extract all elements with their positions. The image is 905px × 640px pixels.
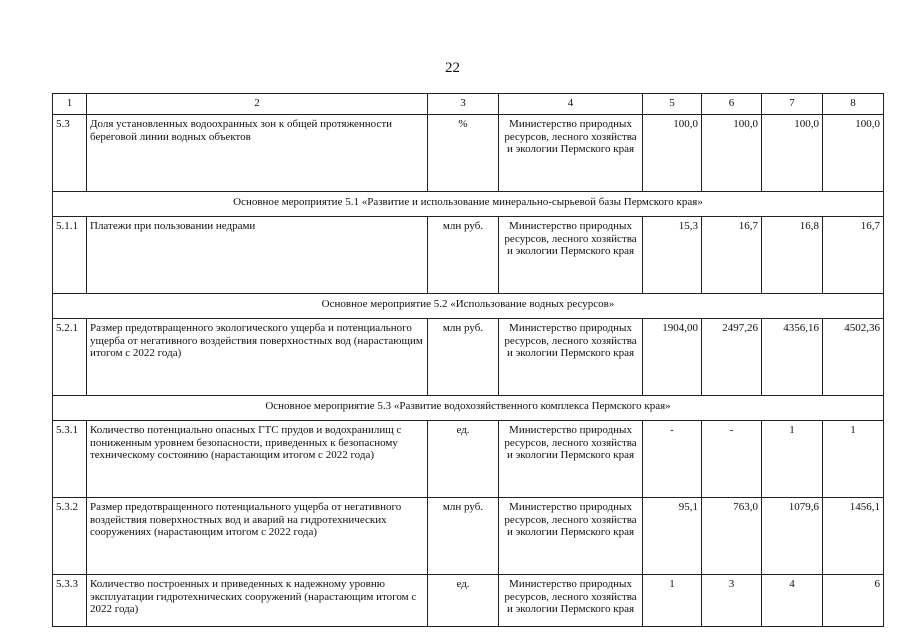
table-row [53, 498, 884, 575]
indicator-unit: % [428, 115, 499, 192]
responsible-org: Министерство природных ресурсов, лесного хозяйства и экологии Пермского края [499, 575, 643, 627]
value-col-5: 100,0 [643, 115, 702, 192]
indicator-unit: млн руб. [428, 319, 499, 396]
value-col-6: 16,7 [702, 217, 762, 294]
value-col-6: 3 [702, 575, 762, 627]
column-header: 2 [87, 94, 428, 115]
section-row [53, 396, 884, 421]
value-col-7: 1 [762, 421, 823, 498]
indicator-number: 5.3.1 [53, 421, 87, 498]
value-col-5: 1904,00 [643, 319, 702, 396]
section-title: Основное мероприятие 5.2 «Использование водных ресурсов» [53, 294, 884, 319]
responsible-org: Министерство природных ресурсов, лесного хозяйства и экологии Пермского края [499, 217, 643, 294]
indicator-number: 5.2.1 [53, 319, 87, 396]
indicator-number: 5.3.3 [53, 575, 87, 627]
responsible-org: Министерство природных ресурсов, лесного хозяйства и экологии Пермского края [499, 421, 643, 498]
value-col-8: 6 [823, 575, 884, 627]
value-col-5: 1 [643, 575, 702, 627]
table-row [53, 421, 884, 498]
value-col-7: 16,8 [762, 217, 823, 294]
column-header: 3 [428, 94, 499, 115]
value-col-5: 15,3 [643, 217, 702, 294]
responsible-org: Министерство природных ресурсов, лесного хозяйства и экологии Пермского края [499, 115, 643, 192]
value-col-7: 4356,16 [762, 319, 823, 396]
value-col-6: - [702, 421, 762, 498]
indicator-name: Платежи при пользовании недрами [87, 217, 428, 294]
column-number-header-row [53, 94, 884, 115]
indicators-table [52, 93, 884, 627]
value-col-7: 1079,6 [762, 498, 823, 575]
value-col-6: 2497,26 [702, 319, 762, 396]
section-row [53, 294, 884, 319]
column-header: 5 [643, 94, 702, 115]
table-row [53, 575, 884, 627]
section-row [53, 192, 884, 217]
column-header: 8 [823, 94, 884, 115]
table-row [53, 217, 884, 294]
column-header: 7 [762, 94, 823, 115]
value-col-8: 16,7 [823, 217, 884, 294]
indicator-name: Размер предотвращенного потенциального ущерба от негативного воздействия поверхностных вод и аварий на гидротехнических сооружениях (нарастающим итогом с 2022 года) [87, 498, 428, 575]
indicator-unit: ед. [428, 421, 499, 498]
indicator-number: 5.1.1 [53, 217, 87, 294]
table-row [53, 319, 884, 396]
indicator-number: 5.3 [53, 115, 87, 192]
value-col-7: 4 [762, 575, 823, 627]
page-number: 22 [445, 60, 460, 76]
value-col-6: 100,0 [702, 115, 762, 192]
value-col-8: 1456,1 [823, 498, 884, 575]
column-header: 1 [53, 94, 87, 115]
value-col-5: - [643, 421, 702, 498]
value-col-8: 1 [823, 421, 884, 498]
section-title: Основное мероприятие 5.1 «Развитие и использование минерально-сырьевой базы Пермского края» [53, 192, 884, 217]
indicator-unit: ед. [428, 575, 499, 627]
responsible-org: Министерство природных ресурсов, лесного хозяйства и экологии Пермского края [499, 498, 643, 575]
responsible-org: Министерство природных ресурсов, лесного хозяйства и экологии Пермского края [499, 319, 643, 396]
indicator-unit: млн руб. [428, 217, 499, 294]
indicator-unit: млн руб. [428, 498, 499, 575]
indicator-name: Доля установленных водоохранных зон к общей протяженности береговой линии водных объектов [87, 115, 428, 192]
section-title: Основное мероприятие 5.3 «Развитие водохозяйственного комплекса Пермского края» [53, 396, 884, 421]
value-col-8: 100,0 [823, 115, 884, 192]
value-col-7: 100,0 [762, 115, 823, 192]
value-col-8: 4502,36 [823, 319, 884, 396]
table-row [53, 115, 884, 192]
indicator-name: Количество потенциально опасных ГТС прудов и водохранилищ с пониженным уровнем безопасности, приведенных к безопасному техническому состоянию (нарастающим итогом с 2022 года) [87, 421, 428, 498]
column-header: 6 [702, 94, 762, 115]
value-col-6: 763,0 [702, 498, 762, 575]
indicator-number: 5.3.2 [53, 498, 87, 575]
column-header: 4 [499, 94, 643, 115]
indicator-name: Количество построенных и приведенных к надежному уровню эксплуатации гидротехнических сооружений (нарастающим итогом с 2022 года) [87, 575, 428, 627]
indicator-name: Размер предотвращенного экологического ущерба и потенциального ущерба от негативного воздействия поверхностных вод (нарастающим итогом с 2022 года) [87, 319, 428, 396]
value-col-5: 95,1 [643, 498, 702, 575]
